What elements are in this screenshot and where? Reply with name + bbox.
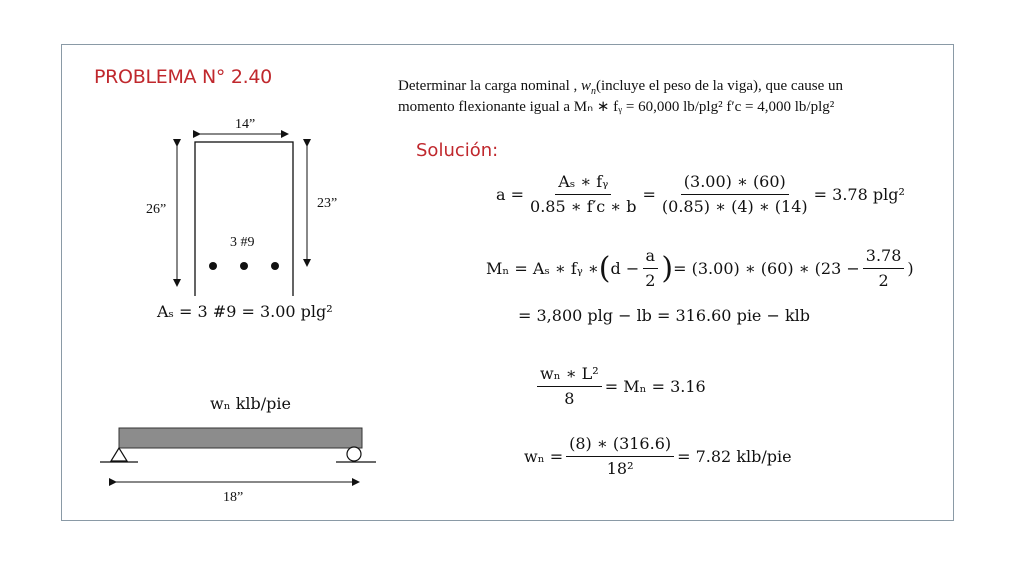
beam-body — [119, 428, 362, 448]
solution-label: Solución: — [416, 140, 499, 161]
eq-a-f1-num: Aₛ ∗ fᵧ — [555, 172, 611, 195]
eq-mn-a-num: a — [643, 246, 659, 269]
span-label: 18” — [223, 490, 244, 505]
eq-mn-a-den: 2 — [645, 271, 656, 290]
effective-depth-label: 23” — [317, 196, 338, 211]
pin-support — [111, 448, 127, 461]
eq-a-fraction-2 — [659, 172, 811, 217]
eq-mn-value-fraction — [863, 246, 905, 291]
rebar-dot-3 — [271, 262, 279, 270]
eq-a-lhs: a = — [496, 185, 525, 204]
steel-area-formula: Aₛ = 3 #9 = 3.00 plg² — [157, 302, 333, 321]
rebar-dot-2 — [240, 262, 248, 270]
problem-title: PROBLEMA N° 2.40 — [94, 66, 272, 88]
eq-a-f2-num: (3.00) ∗ (60) — [681, 172, 789, 195]
eq-mn-paren-a: d − — [610, 259, 640, 278]
statement-wn-sub: n — [591, 86, 596, 97]
eq-wn-den: 18² — [606, 459, 634, 478]
bars-label: 3 #9 — [230, 235, 255, 250]
eq-wn-fraction — [566, 434, 674, 479]
roller-support — [347, 447, 361, 461]
eq-mn-mid: = (3.00) ∗ (60) ∗ (23 − — [673, 259, 860, 278]
eq-mn-v-den: 2 — [878, 271, 889, 290]
problem-statement-line2: momento flexionante igual a Mₙ ∗ fᵧ = 60,000 lb/plg² f′c = 4,000 lb/plg² — [398, 99, 835, 115]
eq-mn-end: ) — [907, 259, 914, 278]
equation-a: a = $\frac{\text{Aₛ ∗ fᵧ}}{0.85 ∗ f'c ∗ b}$ = $\frac{(3.00) ∗ (60)}{(0.85) ∗ (4) ∗ (14)}$ = 3.78 plg² — [496, 172, 905, 216]
eq-mn-lhs: Mₙ = Aₛ ∗ fᵧ ∗ — [486, 259, 599, 278]
width-label: 14” — [235, 117, 256, 132]
cross-section-diagram — [160, 116, 320, 296]
eq-wl-den: 8 — [564, 389, 575, 408]
eq-wl-num: wₙ ∗ L² — [537, 364, 602, 387]
eq-wn-lhs: wₙ = — [524, 447, 564, 466]
eq-wn-num: (8) ∗ (316.6) — [566, 434, 674, 457]
beam-diagram — [96, 424, 382, 494]
load-label: wₙ klb/pie — [210, 394, 291, 413]
statement-text-b: (incluye el peso de la viga), que cause un — [596, 78, 843, 94]
rebar-dot-1 — [209, 262, 217, 270]
eq-wl-fraction — [537, 364, 602, 409]
eq-a-f1-den: 0.85 ∗ f′c ∗ b — [530, 197, 637, 216]
statement-text-a: Determinar la carga nominal , — [398, 78, 581, 94]
eq-mn-v-num: 3.78 — [863, 246, 905, 269]
eq-a-result: = 3.78 plg² — [813, 185, 905, 204]
equation-wl — [534, 364, 706, 409]
eq-a-f2-den: (0.85) ∗ (4) ∗ (14) — [661, 197, 808, 216]
beam-section-rect — [195, 142, 293, 296]
eq-wl-rhs: = Mₙ = 3.16 — [604, 377, 706, 396]
equation-wn — [524, 434, 792, 479]
equation-mn-result: = 3,800 plg − lb = 316.60 pie − klb — [518, 306, 811, 325]
eq-wn-rhs: = 7.82 klb/pie — [677, 447, 792, 466]
statement-wn: w — [580, 78, 591, 94]
equation-mn: Mₙ = Aₛ ∗ fᵧ ∗ ( d − $\frac{a}{2}$ ) = (3.00) ∗ (60) ∗ (23 − $\frac{3.78}{2}$ ) — [486, 246, 914, 290]
eq-mn-a-fraction — [642, 246, 658, 291]
height-label: 26” — [146, 202, 167, 217]
eq-a-fraction-1 — [527, 172, 639, 217]
